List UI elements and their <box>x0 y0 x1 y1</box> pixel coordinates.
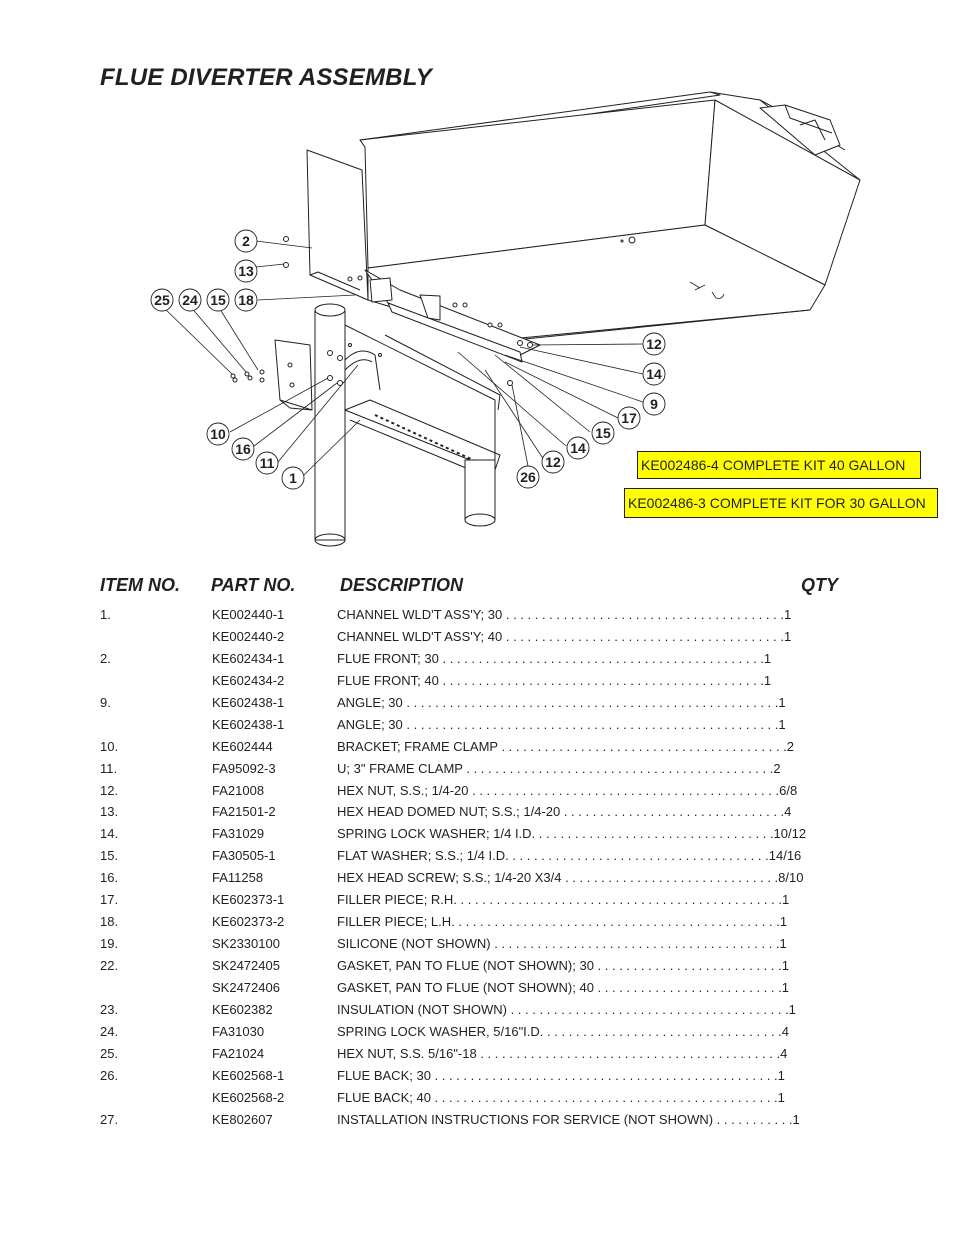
part-number: FA30505-1 <box>212 848 276 864</box>
part-description: FLUE BACK; 40 . . . . . . . . . . . . . . . . . . . . . . . . . . . . . . . . . . . . . . . . . . . . . . . .1 <box>337 1089 785 1105</box>
callout-label: 18 <box>238 292 254 308</box>
callout-16 <box>232 438 254 460</box>
header-qty: QTY <box>801 575 839 595</box>
callout-9 <box>643 393 665 415</box>
callout-label: 15 <box>210 292 226 308</box>
table-row <box>100 823 860 845</box>
part-description: ANGLE; 30 . . . . . . . . . . . . . . . . . . . . . . . . . . . . . . . . . . . . . . . . . . . . . . . . . . . .1 <box>337 694 786 710</box>
table-row <box>100 1043 860 1065</box>
part-number: KE602373-2 <box>212 914 285 930</box>
part-description: SPRING LOCK WASHER, 5/16"I.D. . . . . . . . . . . . . . . . . . . . . . . . . . . . . . . . . .4 <box>337 1023 790 1039</box>
part-number: KE602434-2 <box>212 672 285 688</box>
part-number: KE002440-1 <box>212 607 285 622</box>
table-row <box>100 1021 860 1043</box>
part-number: KE802607 <box>212 1111 273 1127</box>
table-row <box>100 1109 860 1131</box>
part-number: FA21501-2 <box>212 804 276 820</box>
item-number: 10. <box>100 738 119 754</box>
channel-body <box>345 325 495 470</box>
callout-label: 16 <box>235 441 251 457</box>
header-part-no: PART NO. <box>211 575 296 595</box>
callout-label: 12 <box>545 454 561 470</box>
callout-2 <box>235 230 257 252</box>
part-number: FA31030 <box>212 1023 265 1039</box>
callout-label: 13 <box>238 263 254 279</box>
part-description: INSTALLATION INSTRUCTIONS FOR SERVICE (NOT SHOWN) . . . . . . . . . . .1 <box>337 1111 800 1127</box>
item-number: 12. <box>100 782 119 798</box>
part-description: HEX HEAD SCREW; S.S.; 1/4-20 X3/4 . . . . . . . . . . . . . . . . . . . . . . . . . . . . . .8/10 <box>337 870 804 886</box>
table-row <box>100 714 860 736</box>
item-number: 1. <box>100 607 111 622</box>
table-row <box>100 626 860 648</box>
item-number: 18. <box>100 914 119 930</box>
table-row <box>100 1065 860 1087</box>
part-number: FA95092-3 <box>212 760 276 776</box>
item-number: 26. <box>100 1067 119 1083</box>
item-number: 23. <box>100 1001 119 1017</box>
table-row <box>100 736 860 758</box>
header-item-no: ITEM NO. <box>100 575 180 595</box>
callout-label: 9 <box>650 396 658 412</box>
callout-18 <box>235 289 257 311</box>
part-number: SK2472405 <box>212 958 280 973</box>
table-row <box>100 648 860 670</box>
callout-label: 24 <box>182 292 198 308</box>
kit-label-30-gallon: KE002486-3 COMPLETE KIT FOR 30 GALLON <box>624 488 938 518</box>
part-number: KE602434-1 <box>212 650 285 666</box>
kit-label-40-gallon: KE002486-4 COMPLETE KIT 40 GALLON <box>637 451 921 479</box>
table-row <box>100 801 860 823</box>
item-number: 17. <box>100 892 119 908</box>
part-description: FILLER PIECE; L.H. . . . . . . . . . . . . . . . . . . . . . . . . . . . . . . . . . . . . . . . . . . . . .1 <box>337 914 788 930</box>
callout-label: 15 <box>595 425 611 441</box>
callout-label: 17 <box>621 410 637 426</box>
callout-label: 26 <box>520 469 536 485</box>
part-description: ANGLE; 30 . . . . . . . . . . . . . . . . . . . . . . . . . . . . . . . . . . . . . . . . . . . . . . . . . . . .1 <box>337 716 786 732</box>
callout-label: 12 <box>646 336 662 352</box>
table-row <box>100 604 860 626</box>
item-number: 9. <box>100 694 111 710</box>
part-description: FLUE FRONT; 40 . . . . . . . . . . . . . . . . . . . . . . . . . . . . . . . . . . . . . . . . . . . . .1 <box>337 672 772 688</box>
table-row <box>100 889 860 911</box>
part-number: KE602568-1 <box>212 1067 285 1083</box>
callout-26 <box>517 466 539 488</box>
table-row <box>100 845 860 867</box>
callout-15 <box>207 289 229 311</box>
table-row <box>100 911 860 933</box>
callout-label: 1 <box>289 470 297 486</box>
part-description: HEX NUT, S.S.; 1/4-20 . . . . . . . . . . . . . . . . . . . . . . . . . . . . . . . . . . . . . . . . . . .6/8 <box>337 782 798 798</box>
part-number: FA11258 <box>212 870 264 886</box>
part-description: SPRING LOCK WASHER; 1/4 I.D. . . . . . . . . . . . . . . . . . . . . . . . . . . . . . . . . .10/12 <box>337 826 807 842</box>
table-row <box>100 1087 860 1109</box>
table-row <box>100 692 860 714</box>
item-number: 13. <box>100 804 119 820</box>
item-number: 15. <box>100 848 119 864</box>
table-row <box>100 867 860 889</box>
part-number: FA31029 <box>212 826 265 842</box>
part-number: KE602568-2 <box>212 1089 285 1105</box>
part-number: KE602382 <box>212 1001 273 1017</box>
part-description: U; 3" FRAME CLAMP . . . . . . . . . . . . . . . . . . . . . . . . . . . . . . . . . . . . . . . . . . .2 <box>337 760 781 776</box>
part-number: KE602373-1 <box>212 892 285 908</box>
callout-label: 11 <box>259 455 275 471</box>
callout-label: 25 <box>154 292 170 308</box>
item-number: 19. <box>100 936 119 952</box>
right-post <box>465 460 495 520</box>
part-description: GASKET, PAN TO FLUE (NOT SHOWN); 40 . . . . . . . . . . . . . . . . . . . . . . . . . .1 <box>337 979 789 995</box>
callout-25 <box>151 289 173 311</box>
part-description: HEX HEAD DOMED NUT; S.S.; 1/4-20 . . . . . . . . . . . . . . . . . . . . . . . . . . . . . . .4 <box>337 804 792 820</box>
part-description: GASKET, PAN TO FLUE (NOT SHOWN); 30 . . . . . . . . . . . . . . . . . . . . . . . . . .1 <box>337 958 789 973</box>
callout-17 <box>618 407 640 429</box>
callout-label: 14 <box>646 366 662 382</box>
item-number: 11. <box>100 760 118 776</box>
page-title: FLUE DIVERTER ASSEMBLY <box>100 64 432 91</box>
callout-15b <box>592 422 614 444</box>
part-number: KE602444 <box>212 738 273 754</box>
part-description: CHANNEL WLD'T ASS'Y; 40 . . . . . . . . . . . . . . . . . . . . . . . . . . . . . . . . . . . . . . .1 <box>337 628 792 644</box>
part-description: INSULATION (NOT SHOWN) . . . . . . . . . . . . . . . . . . . . . . . . . . . . . . . . . . . . . . .1 <box>337 1001 796 1017</box>
table-row <box>100 977 860 999</box>
part-number: KE002440-2 <box>212 628 285 644</box>
part-number: FA21024 <box>212 1045 265 1061</box>
table-row <box>100 758 860 780</box>
left-post <box>315 310 345 540</box>
item-number: 2. <box>100 650 111 666</box>
item-number: 14. <box>100 826 119 842</box>
part-description: FLAT WASHER; S.S.; 1/4 I.D. . . . . . . . . . . . . . . . . . . . . . . . . . . . . . . . . . . . .14/16 <box>337 848 802 864</box>
part-description: CHANNEL WLD'T ASS'Y; 30 . . . . . . . . . . . . . . . . . . . . . . . . . . . . . . . . . . . . . . .1 <box>337 607 792 622</box>
callout-14 <box>643 363 665 385</box>
callout-1 <box>282 467 304 489</box>
item-number: 27. <box>100 1111 119 1127</box>
part-number: KE602438-1 <box>212 694 285 710</box>
item-number: 25. <box>100 1045 119 1061</box>
parts-list <box>100 604 860 1131</box>
callout-11 <box>256 452 278 474</box>
callout-label: 2 <box>242 233 250 249</box>
part-description: BRACKET; FRAME CLAMP . . . . . . . . . . . . . . . . . . . . . . . . . . . . . . . . . . . . . . . .2 <box>337 738 795 754</box>
table-row <box>100 999 860 1021</box>
table-row <box>100 670 860 692</box>
table-row <box>100 933 860 955</box>
callout-14b <box>567 437 589 459</box>
callout-24 <box>179 289 201 311</box>
callout-12b <box>542 451 564 473</box>
part-description: FLUE BACK; 30 . . . . . . . . . . . . . . . . . . . . . . . . . . . . . . . . . . . . . . . . . . . . . . . .1 <box>337 1067 785 1083</box>
item-number: 24. <box>100 1023 119 1039</box>
item-number: 16. <box>100 870 119 886</box>
part-description: FILLER PIECE; R.H. . . . . . . . . . . . . . . . . . . . . . . . . . . . . . . . . . . . . . . . . . . . . .1 <box>337 892 790 908</box>
part-number: SK2330100 <box>212 936 280 952</box>
part-description: FLUE FRONT; 30 . . . . . . . . . . . . . . . . . . . . . . . . . . . . . . . . . . . . . . . . . . . . .1 <box>337 650 772 666</box>
part-description: HEX NUT, S.S. 5/16"-18 . . . . . . . . . . . . . . . . . . . . . . . . . . . . . . . . . . . . . . . . . .4 <box>337 1045 788 1061</box>
table-row <box>100 780 860 802</box>
part-number: KE602438-1 <box>212 716 285 732</box>
callout-10 <box>207 423 229 445</box>
table-row <box>100 955 860 977</box>
callout-label: 14 <box>570 440 586 456</box>
part-number: FA21008 <box>212 782 265 798</box>
callout-label: 10 <box>210 426 226 442</box>
header-description: DESCRIPTION <box>340 575 464 595</box>
callout-13 <box>235 260 257 282</box>
frame-clamp-bracket <box>275 340 312 410</box>
part-description: SILICONE (NOT SHOWN) . . . . . . . . . . . . . . . . . . . . . . . . . . . . . . . . . . . . . . . .1 <box>337 936 787 952</box>
part-number: SK2472406 <box>212 979 280 995</box>
item-number: 22. <box>100 958 119 973</box>
callout-12 <box>643 333 665 355</box>
